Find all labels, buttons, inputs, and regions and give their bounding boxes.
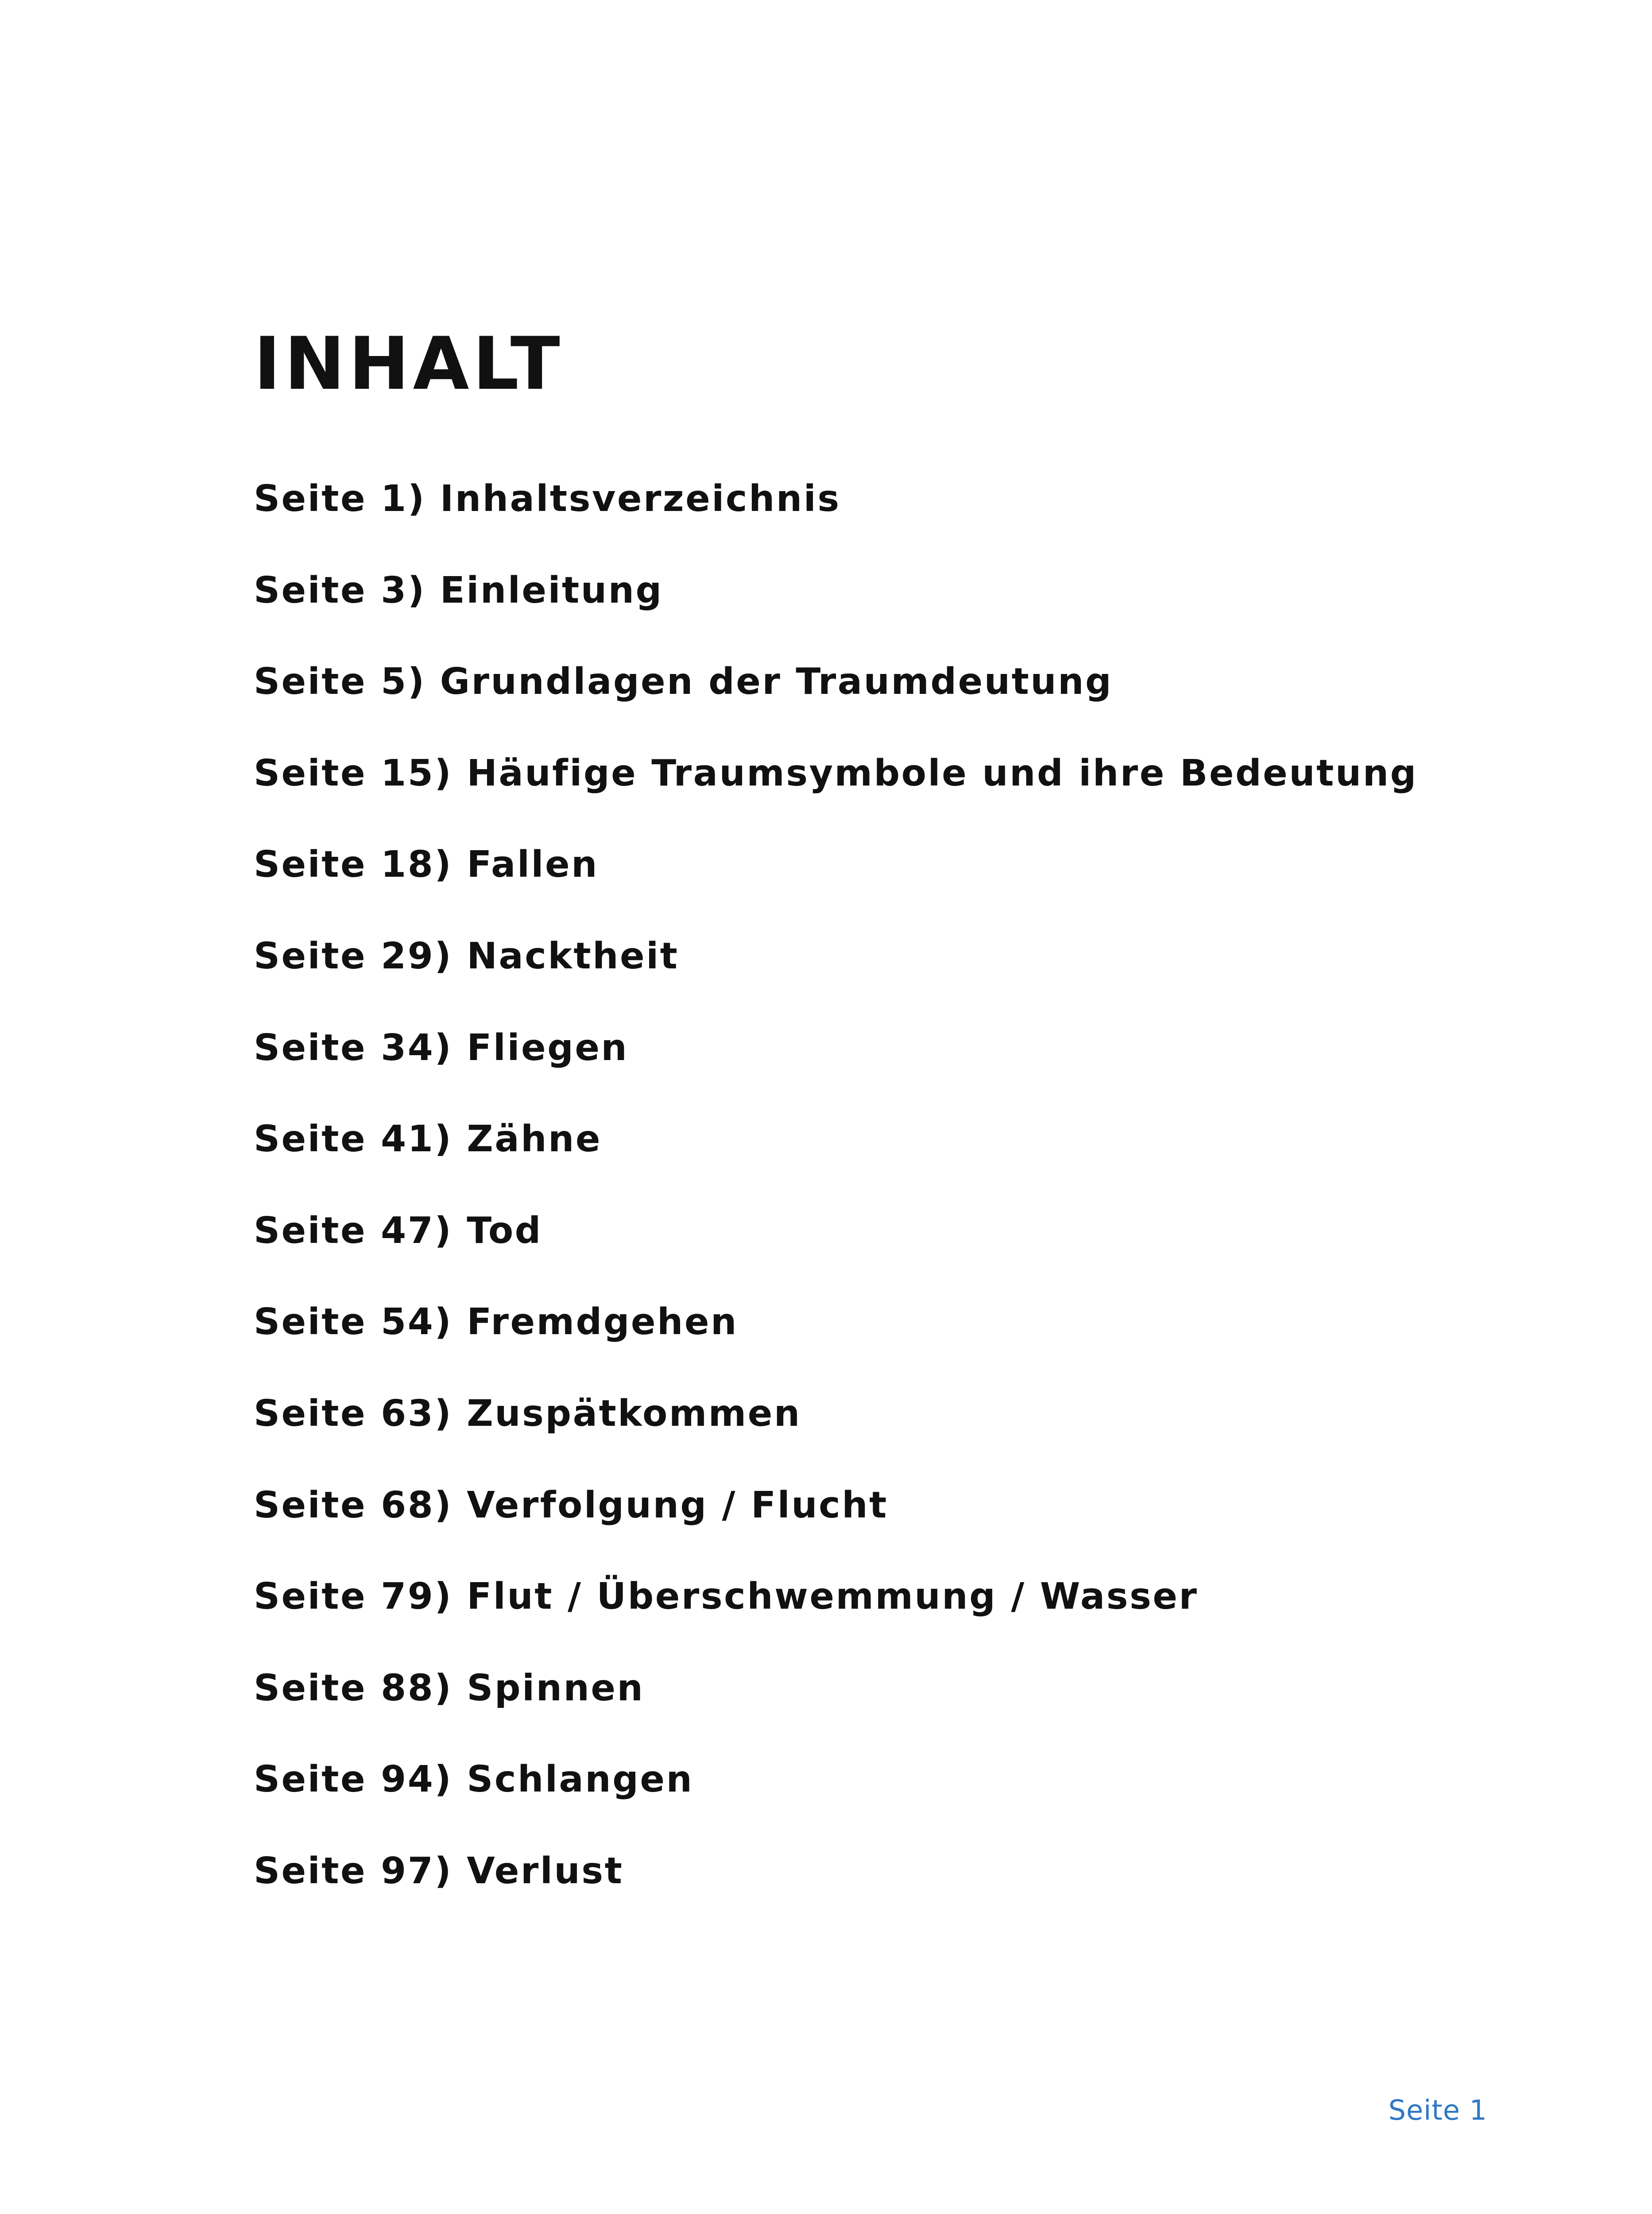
toc-entry: Seite 34) Fliegen: [254, 1026, 629, 1069]
toc-entry: Seite 15) Häufige Traumsymbole und ihre Bedeutung: [254, 752, 1418, 794]
toc-entry: Seite 5) Grundlagen der Traumdeutung: [254, 661, 1113, 703]
page-number: Seite 1: [1388, 2094, 1487, 2126]
toc-entry: Seite 63) Zuspätkommen: [254, 1392, 801, 1435]
toc-entry: Seite 79) Flut / Überschwemmung / Wasser: [254, 1575, 1199, 1618]
toc-entry: Seite 1) Inhaltsverzeichnis: [254, 478, 841, 520]
toc-entry: Seite 97) Verlust: [254, 1850, 624, 1892]
table-of-contents: [254, 475, 1418, 1939]
toc-entry: Seite 54) Fremdgehen: [254, 1301, 738, 1343]
toc-entry: Seite 18) Fallen: [254, 844, 599, 886]
page-title: INHALT: [254, 321, 564, 406]
toc-entry: Seite 47) Tod: [254, 1209, 542, 1252]
toc-entry: Seite 29) Nacktheit: [254, 935, 679, 977]
toc-entry: Seite 94) Schlangen: [254, 1758, 694, 1801]
toc-entry: Seite 68) Verfolgung / Flucht: [254, 1484, 888, 1526]
toc-entry: Seite 41) Zähne: [254, 1118, 602, 1161]
toc-entry: Seite 88) Spinnen: [254, 1667, 645, 1709]
toc-entry: Seite 3) Einleitung: [254, 569, 663, 612]
